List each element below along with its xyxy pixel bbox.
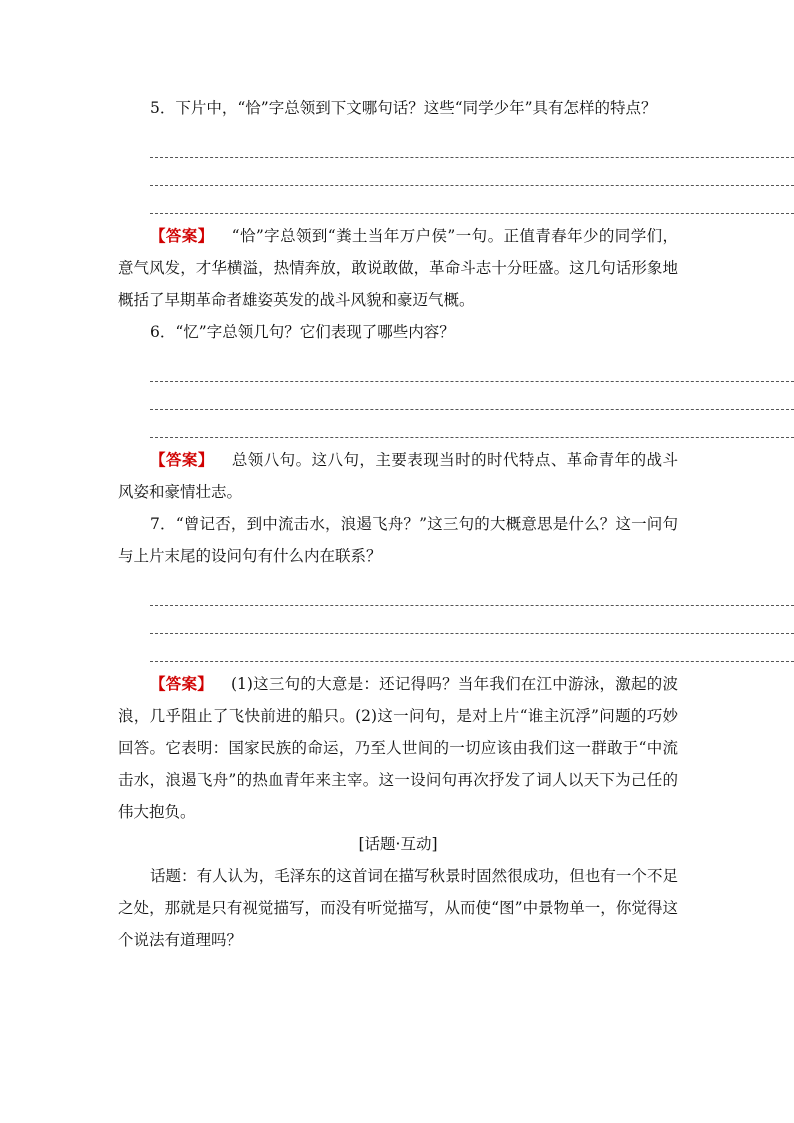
topic-text: 话题：有人认为，毛泽东的这首词在描写秋景时固然很成功，但也有一个不足之处，那就是只有视觉描写，而没有听觉描写，从而使“图”中景物单一，你觉得这个说法有道理吗？	[118, 867, 678, 949]
answer-label: 【答案】	[150, 450, 214, 469]
question-5: 5．下片中，“恰”字总领到下文哪句话？这些“同学少年”具有怎样的特点？	[150, 99, 657, 117]
answer-lines-7[interactable]	[150, 578, 794, 662]
answer-line[interactable]	[150, 410, 794, 438]
answer-line[interactable]	[150, 130, 794, 158]
answer-6	[118, 444, 678, 508]
question-7: 7．“曾记否，到中流击水，浪遏飞舟？”这三句的大概意思是什么？这一问句与上片末尾的设问句有什么内在联系？	[118, 515, 678, 565]
answer-line[interactable]	[150, 382, 794, 410]
answer-label: 【答案】	[150, 226, 214, 245]
answer-7	[118, 668, 678, 828]
topic-heading: [话题·互动]	[358, 835, 438, 853]
answer-lines-6[interactable]	[150, 354, 794, 438]
answer-line[interactable]	[150, 578, 794, 606]
answer-line[interactable]	[150, 634, 794, 662]
answer-line[interactable]	[150, 158, 794, 186]
answer-5-text: “恰”字总领到“粪土当年万户侯”一句。正值青春年少的同学们，意气风发，才华横溢，热情奔放，敢说敢做，革命斗志十分旺盛。这几句话形象地概括了早期革命者雄姿英发的战斗风貌和豪迈气概。	[118, 227, 678, 309]
answer-line[interactable]	[150, 186, 794, 214]
answer-label: 【答案】	[150, 674, 213, 693]
answer-6-text: 总领八句。这八句，主要表现当时的时代特点、革命青年的战斗风姿和豪情壮志。	[118, 451, 678, 501]
answer-lines-5[interactable]	[150, 130, 794, 214]
answer-7-text: (1)这三句的大意是：还记得吗？当年我们在江中游泳，激起的波浪，几乎阻止了飞快前进的船只。(2)这一问句，是对上片“谁主沉浮”问题的巧妙回答。它表明：国家民族的命运，乃至人世间的一切应该由我们这一群敢于“中流击水，浪遏飞舟”的热血青年来主宰。这一设问句再次抒发了词人以天下为己任的伟大抱负。	[118, 675, 678, 821]
answer-line[interactable]	[150, 354, 794, 382]
answer-5	[118, 220, 678, 316]
answer-line[interactable]	[150, 606, 794, 634]
document-page	[118, 92, 678, 956]
question-6: 6．“忆”字总领几句？它们表现了哪些内容？	[150, 323, 455, 341]
